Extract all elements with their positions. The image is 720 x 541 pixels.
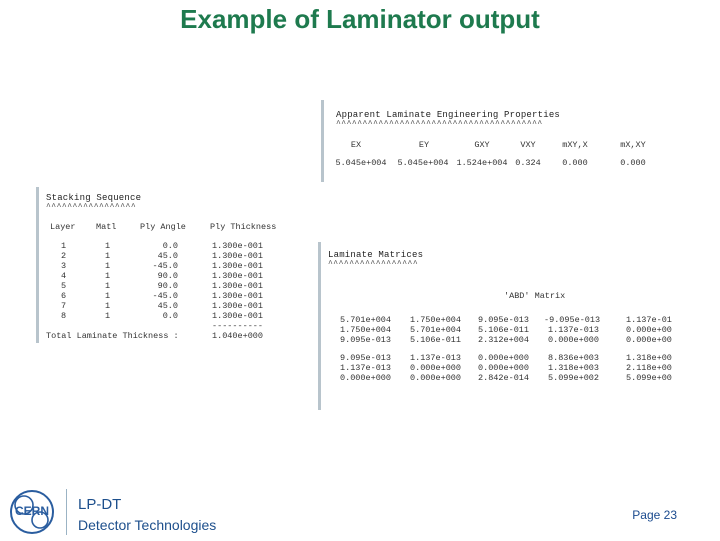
footer-divider: [66, 489, 67, 535]
layer-cell: 1: [60, 241, 67, 251]
stacking-header-matl: Matl: [96, 222, 117, 232]
stacking-separator: ----------: [212, 321, 264, 331]
thickness-cell: 1.300e-001: [212, 311, 264, 321]
matrix-cell: 2.312e+004: [478, 335, 530, 345]
slide-title: Example of Laminator output: [180, 4, 540, 34]
matrix-cell: 1.137e-01: [626, 315, 672, 325]
eng-header: EY: [418, 140, 430, 150]
matrix-cell: 0.000e+00: [626, 325, 672, 335]
eng-header: EX: [350, 140, 362, 150]
eng-header: VXY: [520, 140, 536, 150]
engineering-underline: ^^^^^^^^^^^^^^^^^^^^^^^^^^^^^^^^^^^^^^^: [336, 120, 543, 129]
stacking-sequence-panel: [36, 187, 277, 343]
eng-header: mXY,X: [562, 140, 588, 150]
thickness-cell: 1.300e-001: [212, 261, 264, 271]
page-number: Page 23: [632, 508, 677, 522]
layer-cell: 4: [60, 271, 67, 281]
matl-cell: 1: [104, 291, 111, 301]
layer-cell: 2: [60, 251, 67, 261]
cern-logo-text: CERN: [14, 504, 49, 518]
eng-value: 1.524e+004: [456, 158, 508, 168]
layer-cell: 6: [60, 291, 67, 301]
angle-cell: 0.0: [162, 311, 178, 321]
thickness-cell: 1.300e-001: [212, 251, 264, 261]
matrix-cell: 1.318e+003: [548, 363, 600, 373]
eng-value: 5.045e+004: [397, 158, 449, 168]
stacking-header-layer: Layer: [50, 222, 76, 232]
stacking-total-value: 1.040e+000: [212, 331, 264, 341]
matrix-cell: 5.099e+002: [548, 373, 600, 383]
matl-cell: 1: [104, 281, 111, 291]
matrix-cell: 1.137e-013: [548, 325, 600, 335]
layer-cell: 8: [60, 311, 67, 321]
matrix-cell: 0.000e+000: [478, 363, 530, 373]
matrix-cell: 9.095e-013: [478, 315, 530, 325]
angle-cell: 90.0: [157, 281, 178, 291]
matrix-cell: 1.750e+004: [340, 325, 392, 335]
thickness-cell: 1.300e-001: [212, 241, 264, 251]
matrix-cell: 2.842e-014: [478, 373, 530, 383]
matrix-cell: 2.118e+00: [626, 363, 672, 373]
matl-cell: 1: [104, 241, 111, 251]
eng-header: mX,XY: [620, 140, 646, 150]
abd-matrix-label: 'ABD' Matrix: [504, 291, 566, 301]
matl-cell: 1: [104, 311, 111, 321]
panel-edge: [321, 100, 324, 182]
cern-logo: [4, 488, 60, 536]
matrix-cell: 0.000e+000: [548, 335, 600, 345]
engineering-properties-panel: [321, 100, 676, 182]
eng-value: 0.324: [515, 158, 541, 168]
matrix-cell: 0.000e+000: [410, 373, 462, 383]
matrix-cell: 5.106e-011: [478, 325, 530, 335]
stacking-header-angle: Ply Angle: [140, 222, 186, 232]
angle-cell: -45.0: [152, 261, 178, 271]
layer-cell: 3: [60, 261, 67, 271]
thickness-cell: 1.300e-001: [212, 301, 264, 311]
stacking-total-label: Total Laminate Thickness :: [46, 331, 179, 341]
layer-cell: 7: [60, 301, 67, 311]
matrix-cell: -9.095e-013: [544, 315, 601, 325]
eng-header: GXY: [474, 140, 490, 150]
eng-value: 0.000: [562, 158, 588, 168]
thickness-cell: 1.300e-001: [212, 281, 264, 291]
thickness-cell: 1.300e-001: [212, 271, 264, 281]
matrix-cell: 5.701e+004: [410, 325, 462, 335]
angle-cell: 45.0: [157, 301, 178, 311]
panel-edge: [318, 242, 321, 410]
matrix-cell: 1.318e+00: [626, 353, 672, 363]
engineering-title: Apparent Laminate Engineering Properties: [336, 110, 561, 120]
thickness-cell: 1.300e-001: [212, 291, 264, 301]
matl-cell: 1: [104, 261, 111, 271]
matrix-cell: 5.106e-011: [410, 335, 462, 345]
department-name: Detector Technologies: [78, 517, 217, 533]
eng-value: 0.000: [620, 158, 646, 168]
laminate-matrices-panel: [318, 242, 678, 410]
matrix-cell: 5.099e+00: [626, 373, 672, 383]
matrix-cell: 5.701e+004: [340, 315, 392, 325]
angle-cell: -45.0: [152, 291, 178, 301]
matrix-cell: 1.137e-013: [340, 363, 392, 373]
panel-edge: [36, 187, 39, 343]
angle-cell: 90.0: [157, 271, 178, 281]
matrix-cell: 0.000e+000: [478, 353, 530, 363]
matrices-underline: ^^^^^^^^^^^^^^^^^: [328, 260, 419, 269]
eng-value: 5.045e+004: [335, 158, 387, 168]
matrix-cell: 8.836e+003: [548, 353, 600, 363]
matrix-cell: 1.750e+004: [410, 315, 462, 325]
angle-cell: 0.0: [162, 241, 178, 251]
stacking-title: Stacking Sequence: [46, 193, 142, 203]
matl-cell: 1: [104, 251, 111, 261]
angle-cell: 45.0: [157, 251, 178, 261]
matrix-cell: 9.095e-013: [340, 353, 392, 363]
matrix-cell: 0.000e+000: [410, 363, 462, 373]
matrix-cell: 9.095e-013: [340, 335, 392, 345]
matl-cell: 1: [104, 301, 111, 311]
matrix-cell: 0.000e+000: [340, 373, 392, 383]
matrix-cell: 0.000e+00: [626, 335, 672, 345]
department-code: LP-DT: [78, 496, 122, 513]
matrix-cell: 1.137e-013: [410, 353, 462, 363]
stacking-header-thickness: Ply Thickness: [210, 222, 277, 232]
layer-cell: 5: [60, 281, 67, 291]
matrices-title: Laminate Matrices: [328, 250, 424, 260]
stacking-underline: ^^^^^^^^^^^^^^^^^: [46, 203, 137, 212]
matl-cell: 1: [104, 271, 111, 281]
